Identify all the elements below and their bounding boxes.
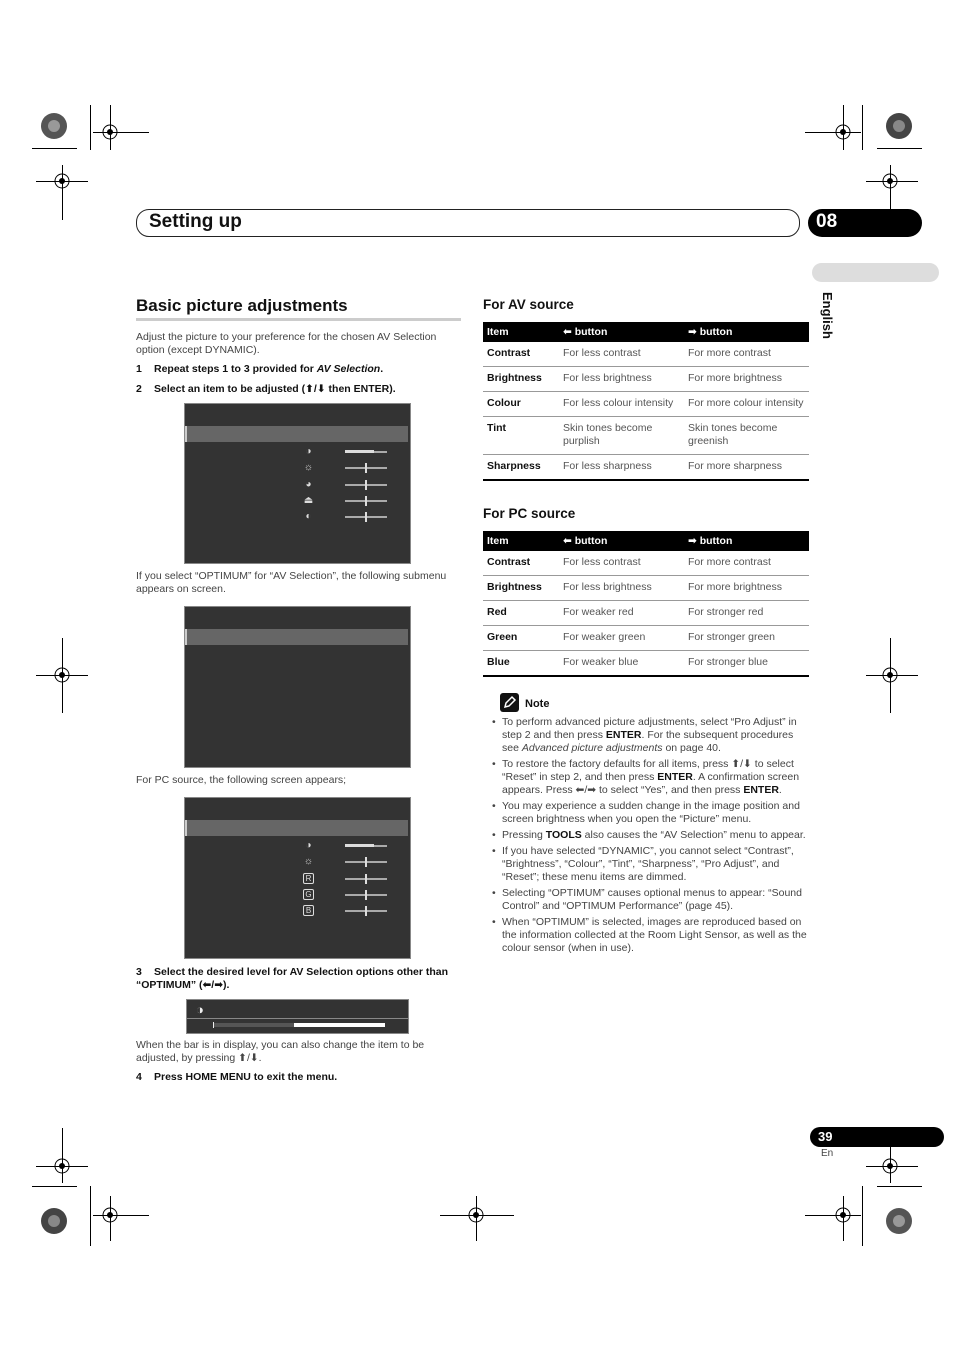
table-row	[483, 551, 809, 576]
menu-slider-row[interactable]	[303, 511, 393, 525]
table-row	[483, 455, 809, 481]
crosshair-icon	[52, 665, 72, 685]
cell-left: For less contrast	[559, 342, 684, 367]
note-text: .	[778, 784, 782, 796]
crosshair-icon	[880, 665, 900, 685]
red-icon: R	[303, 873, 314, 884]
registration-wheel-icon	[40, 1207, 68, 1235]
cell-left: Skin tones become purplish	[559, 417, 684, 455]
step-4	[136, 1071, 458, 1084]
menu-highlight-row	[185, 426, 408, 442]
note-text: To restore the factory defaults for all items, press ⬆/⬇ to select “Reset” in step 2, and then press	[502, 758, 794, 783]
blue-icon: B	[303, 905, 314, 916]
registration-wheel-icon	[885, 1207, 913, 1235]
menu-highlight-row	[185, 820, 408, 836]
col-left-button: ⬅ button	[559, 531, 684, 551]
menu-slider-row[interactable]	[303, 462, 393, 476]
list-item	[492, 716, 810, 755]
level-bar-track[interactable]	[213, 1023, 385, 1027]
cell-right: For more colour intensity	[684, 392, 809, 417]
pc-table-title: For PC source	[483, 506, 576, 521]
table-row	[483, 651, 809, 677]
list-item: • You may experience a sudden change in the image position and screen brightness when you open the “Picture” menu.	[492, 800, 810, 826]
cell-left: For less colour intensity	[559, 392, 684, 417]
table-row	[483, 626, 809, 651]
optimum-paragraph: If you select “OPTIMUM” for “AV Selection”, the following submenu appears on screen.	[136, 570, 447, 595]
cell-right: For stronger red	[684, 601, 809, 626]
section-divider	[136, 318, 461, 321]
cell-left: For weaker blue	[559, 651, 684, 677]
key-label: ENTER	[743, 784, 779, 796]
av-table-title: For AV source	[483, 297, 574, 312]
picture-menu-screen-av	[184, 403, 411, 564]
page-number-badge	[810, 1127, 944, 1147]
brightness-icon: ☼	[303, 462, 314, 474]
level-bar-fill	[294, 1023, 385, 1027]
contrast-icon: ◑	[305, 840, 312, 851]
menu-slider-row[interactable]	[303, 479, 393, 493]
note-reference: Advanced picture adjustments	[521, 742, 663, 754]
note-text: . A confirmation screen appears. Press ⬅/➡ to select “Yes”, and then press	[502, 771, 800, 796]
step-text: Select the desired level for AV Selection options other than “OPTIMUM” (⬅/➡).	[136, 966, 449, 991]
cell-left: For less brightness	[559, 576, 684, 601]
table-row	[483, 576, 809, 601]
intro-paragraph: Adjust the picture to your preference for the chosen AV Selection option (except DYNAMIC).	[136, 331, 437, 356]
cell-left: For weaker green	[559, 626, 684, 651]
cell-right: For stronger green	[684, 626, 809, 651]
col-item: Item	[483, 531, 559, 551]
step-number: 4	[136, 1071, 142, 1083]
list-item	[492, 758, 810, 797]
page-number: 39	[818, 1129, 833, 1144]
table-row	[483, 601, 809, 626]
col-left-button: ⬅ button	[559, 322, 684, 342]
cell-item: Blue	[483, 651, 559, 677]
menu-slider-row[interactable]	[303, 905, 393, 919]
slider-knob	[365, 512, 367, 522]
colour-icon: ◕	[305, 478, 312, 490]
slider-knob	[365, 480, 367, 490]
cell-item: Green	[483, 626, 559, 651]
step-text: Select an item to be adjusted (⬆/⬇ then ENTER).	[154, 383, 396, 395]
cell-right: For more brightness	[684, 576, 809, 601]
pc-source-table	[483, 531, 809, 677]
menu-highlight-row	[185, 629, 408, 645]
step-number: 3	[136, 966, 142, 978]
cell-right: For more contrast	[684, 551, 809, 576]
cell-item: Red	[483, 601, 559, 626]
contrast-icon: ◑	[305, 446, 312, 457]
green-icon: G	[303, 889, 314, 900]
cell-item: Brightness	[483, 576, 559, 601]
contrast-icon: ◑	[196, 1002, 204, 1017]
key-label: ENTER	[605, 729, 642, 741]
language-label: English	[820, 292, 835, 339]
language-tab	[812, 263, 939, 282]
crosshair-icon	[100, 1205, 120, 1225]
menu-slider-row[interactable]	[303, 889, 393, 903]
menu-slider-row[interactable]	[303, 873, 393, 887]
list-item: • Selecting “OPTIMUM” causes optional menus to appear: “Sound Control” and “OPTIMUM Performance” (page 45).	[492, 887, 810, 913]
step-3	[136, 966, 458, 992]
note-list	[492, 716, 810, 958]
cell-left: For less contrast	[559, 551, 684, 576]
cell-item: Tint	[483, 417, 559, 455]
cell-left: For less brightness	[559, 367, 684, 392]
crosshair-icon	[100, 122, 120, 142]
cell-item: Contrast	[483, 342, 559, 367]
note-text: Pressing	[502, 829, 546, 841]
crosshair-icon	[52, 1156, 72, 1176]
tint-icon: ⏏	[303, 494, 314, 506]
page-language-code: En	[821, 1148, 834, 1159]
key-label: TOOLS	[545, 829, 582, 841]
step-text: Press HOME MENU to exit the menu.	[154, 1071, 338, 1083]
menu-slider-row[interactable]	[303, 840, 393, 854]
menu-slider-row[interactable]	[303, 856, 393, 870]
bar-paragraph: When the bar is in display, you can also change the item to be adjusted, by pressing ⬆/⬇.	[136, 1039, 425, 1064]
slider-fill	[345, 844, 374, 847]
crosshair-icon	[833, 122, 853, 142]
list-item: • If you have selected “DYNAMIC”, you cannot select “Contrast”, “Brightness”, “Colour”, “Tint”, “Sharpness”, “Pro Adjust”, and “Reset”; these menu items are dimmed.	[492, 845, 810, 884]
cell-item: Colour	[483, 392, 559, 417]
table-row	[483, 417, 809, 455]
step-text: Repeat steps 1 to 3 provided for	[154, 363, 317, 375]
menu-slider-row[interactable]	[303, 446, 393, 460]
note-text: on page 40.	[662, 742, 721, 754]
chapter-title: Setting up	[149, 211, 242, 232]
crosshair-icon	[833, 1205, 853, 1225]
cell-right: For more sharpness	[684, 455, 809, 481]
slider-knob	[365, 906, 367, 916]
level-bar-screen	[186, 999, 409, 1034]
slider-knob	[365, 857, 367, 867]
slider-knob	[365, 496, 367, 506]
step-number: 2	[136, 383, 142, 395]
step-2	[136, 383, 458, 396]
key-label: ENTER	[657, 771, 693, 783]
picture-menu-screen-pc	[184, 797, 411, 959]
section-title: Basic picture adjustments	[136, 296, 348, 315]
slider-knob	[365, 890, 367, 900]
col-item: Item	[483, 322, 559, 342]
col-right-button: ➡ button	[684, 531, 809, 551]
note-pencil-icon	[500, 693, 519, 712]
slider-fill	[345, 450, 374, 453]
slider-knob	[365, 463, 367, 473]
cell-right: For more brightness	[684, 367, 809, 392]
brightness-icon: ☼	[303, 856, 314, 868]
crosshair-icon	[52, 171, 72, 191]
col-right-button: ➡ button	[684, 322, 809, 342]
chapter-header	[136, 209, 800, 237]
table-row	[483, 392, 809, 417]
av-source-table	[483, 322, 809, 481]
cell-item: Sharpness	[483, 455, 559, 481]
cell-right: For more contrast	[684, 342, 809, 367]
table-row	[483, 342, 809, 367]
crosshair-icon	[466, 1205, 486, 1225]
slider-knob	[365, 874, 367, 884]
cell-item: Brightness	[483, 367, 559, 392]
cell-right: Skin tones become greenish	[684, 417, 809, 455]
table-row	[483, 367, 809, 392]
note-title: Note	[525, 698, 550, 710]
step-1	[136, 363, 458, 376]
crosshair-icon	[880, 171, 900, 191]
menu-slider-row[interactable]	[303, 495, 393, 509]
optimum-submenu-screen	[184, 606, 411, 768]
registration-wheel-icon	[885, 112, 913, 140]
note-text: also causes the “AV Selection” menu to appear.	[581, 829, 806, 841]
pc-paragraph: For PC source, the following screen appears;	[136, 774, 347, 786]
chapter-number-badge	[808, 209, 922, 237]
step-italic: AV Selection	[316, 363, 381, 375]
note-text: . For the subsequent procedures see	[502, 729, 794, 754]
note-text: To perform advanced picture adjustments, select “Pro Adjust” in step 2 and then press	[502, 716, 797, 741]
list-item: • When “OPTIMUM” is selected, images are reproduced based on the information collected at the Room Light Sensor, as well as the colour sensor (when in use).	[492, 916, 810, 955]
list-item	[492, 829, 810, 842]
step-number: 1	[136, 363, 142, 375]
step-end: .	[380, 363, 384, 375]
registration-wheel-icon	[40, 112, 68, 140]
cell-right: For stronger blue	[684, 651, 809, 677]
cell-left: For weaker red	[559, 601, 684, 626]
sharpness-icon: ◐	[305, 511, 312, 523]
chapter-number: 08	[816, 211, 838, 232]
cell-left: For less sharpness	[559, 455, 684, 481]
crosshair-icon	[880, 1156, 900, 1176]
cell-item: Contrast	[483, 551, 559, 576]
